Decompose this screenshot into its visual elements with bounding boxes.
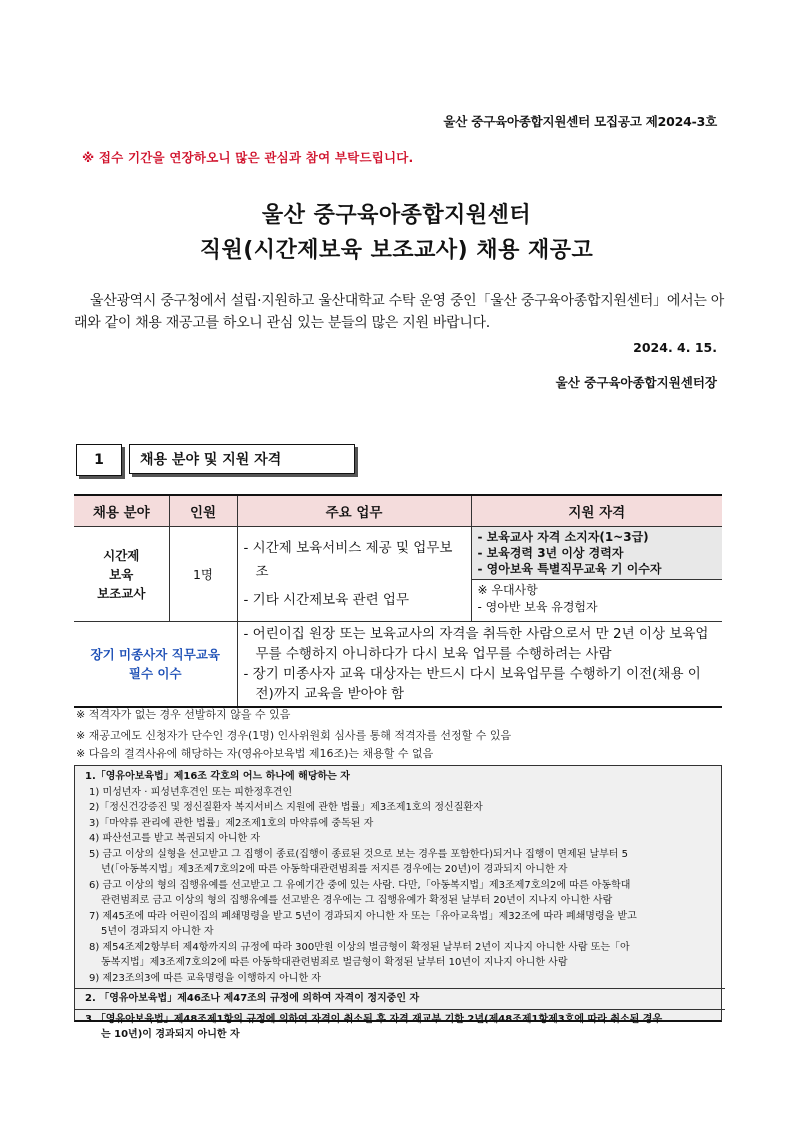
field-cell [74,527,169,622]
table-row [74,622,722,708]
cert-item: - 장기 미종사자 교육 대상자는 반드시 다시 보육업무를 수행하기 이전(채용 이전)까지 교육을 받아야 함 [243,666,701,702]
disqualification-list [85,769,715,1043]
disq-item: 8) 제54조제2항부터 제4항까지의 규정에 따라 300만원 이상의 벌금형이 확정된 날부터 2년이 지나지 아니한 사람 또는「아 [89,941,630,953]
count-cell: 1명 [169,527,237,622]
notice-date: 2024. 4. 15. [633,340,717,355]
header-field: 채용 분야 [74,495,169,527]
disq-heading-cont: 는 10년)이 경과되지 아니한 자 [101,1029,240,1040]
disq-item: 5) 금고 이상의 실형을 선고받고 그 집행이 종료(집행이 종료된 것으로 보는 경우를 포함한다)되거나 집행이 면제된 날부터 5 [89,848,628,860]
cert-item: - 어린이집 원장 또는 보육교사의 자격을 취득한 사람으로서 만 2년 이상 보육업무를 수행하지 아니하다가 다시 보육 업무를 수행하려는 사람 [243,626,709,662]
note-item: ※ 다음의 결격사유에 해당하는 자(영유아보육법 제16조)는 채용할 수 없음 [76,747,434,760]
table-header-row [74,495,722,527]
disq-item: 1) 미성년자 · 피성년후견인 또는 피한정후견인 [89,786,293,798]
pref-item: - 영아반 보육 유경험자 [477,600,598,614]
urgent-notice: ※ 접수 기간을 연장하오니 많은 관심과 참여 부탁드립니다. [82,150,414,165]
divider [75,1009,725,1010]
disq-item: 7) 제45조에 따라 어린이집의 폐쇄명령을 받고 5년이 경과되지 아니한 자 또는「유아교육법」제32조에 따라 폐쇄명령을 받고 [89,910,637,922]
cert-description-cell [237,622,722,708]
disq-heading: 2. 「영유아보육법」제46조나 제47조의 규정에 의하여 자격이 정지중인 자 [85,993,420,1004]
cert-line: 필수 이수 [128,666,182,681]
header-duties: 주요 업무 [237,495,471,527]
cert-line: 장기 미종사자 직무교육 [90,647,220,662]
disqualification-box [74,765,722,1040]
qualifications-cell [471,527,722,622]
disq-item: 2)「정신건강증진 및 정신질환자 복지서비스 지원에 관한 법률」제3조제1호의 정신질환자 [89,802,483,813]
field-line: 보조교사 [97,585,146,601]
disq-heading: 3.「영유아보육법」제48조제1항의 규정에 의하여 자격이 취소된 후 자격 재교부 기한 2년(제48조제1항제3호에 따라 취소된 경우 [85,1013,663,1025]
divider [75,988,725,989]
pref-title: ※ 우대사항 [477,583,538,597]
disq-item: 9) 제23조의3에 따른 교육명령을 이행하지 아니한 자 [89,972,321,984]
disq-item-cont: 년(「아동복지법」제3조제7호의2에 따른 아동학대관련범죄를 저지른 경우에는 20년)이 경과되지 아니한 자 [101,864,568,875]
intro-paragraph: 울산광역시 중구청에서 설립·지원하고 울산대학교 수탁 운영 중인「울산 중구육아종합지원센터」에서는 아래와 같이 채용 재공고를 하오니 관심 있는 분들의 많은 지원 바랍니다. [74,293,724,331]
disq-item: 6) 금고 이상의 형의 집행유예를 선고받고 그 유예기간 중에 있는 사람. 다만,「아동복지법」제3조제7호의2에 따른 아동학대 [89,879,631,891]
section-title: 채용 분야 및 지원 자격 [129,444,355,474]
qual-item: - 영아보육 특별직무교육 기 이수자 [477,562,662,576]
field-line: 보육 [109,566,134,582]
preferred-qualifications [472,580,723,618]
notice-number: 울산 중구육아종합지원센터 모집공고 제2024-3호 [443,114,717,129]
qual-item: - 보육경력 3년 이상 경력자 [477,546,624,560]
recruitment-table [74,494,722,708]
section-number: 1 [76,444,122,476]
table-row [74,527,722,622]
page-title-line2: 직원(시간제보육 보조교사) 채용 재공고 [199,238,594,263]
disq-heading: 1.「영유아보육법」제16조 각호의 어느 하나에 해당하는 자 [85,771,350,782]
duties-cell [237,527,471,622]
page-title-line1: 울산 중구육아종합지원센터 [261,203,532,228]
issuing-organization: 울산 중구육아종합지원센터장 [555,375,717,390]
note-item: ※ 적격자가 없는 경우 선발하지 않을 수 있음 [76,708,291,721]
field-line: 시간제 [103,547,140,563]
qual-item: - 보육교사 자격 소지자(1~3급) [477,530,649,544]
required-qualifications [472,527,723,580]
disq-item-cont: 동복지법」제3조제7호의2에 따른 아동학대관련범죄로 벌금형이 확정된 날부터 10년이 지나지 아니한 사람 [101,957,568,968]
header-count: 인원 [169,495,237,527]
note-item: ※ 재공고에도 신청자가 단수인 경우(1명) 인사위원회 심사를 통해 적격자를 선정할 수 있음 [76,729,512,742]
disq-item-cont: 5년이 경과되지 아니한 자 [101,926,214,937]
cert-requirement-cell [74,622,237,708]
duty-item: - 기타 시간제보육 관련 업무 [243,592,409,608]
header-qualifications: 지원 자격 [471,495,722,527]
disq-item: 3)「마약류 관리에 관한 법률」제2조제1호의 마약류에 중독된 자 [89,817,374,829]
duty-item: - 시간제 보육서비스 제공 및 업무보조 [243,540,453,580]
disq-item-cont: 관련범죄로 금고 이상의 형의 집행유예를 선고받은 경우에는 그 집행유예가 확정된 날부터 20년이 지나지 아니한 사람 [101,895,613,906]
disq-item: 4) 파산선고를 받고 복권되지 아니한 자 [89,833,261,844]
